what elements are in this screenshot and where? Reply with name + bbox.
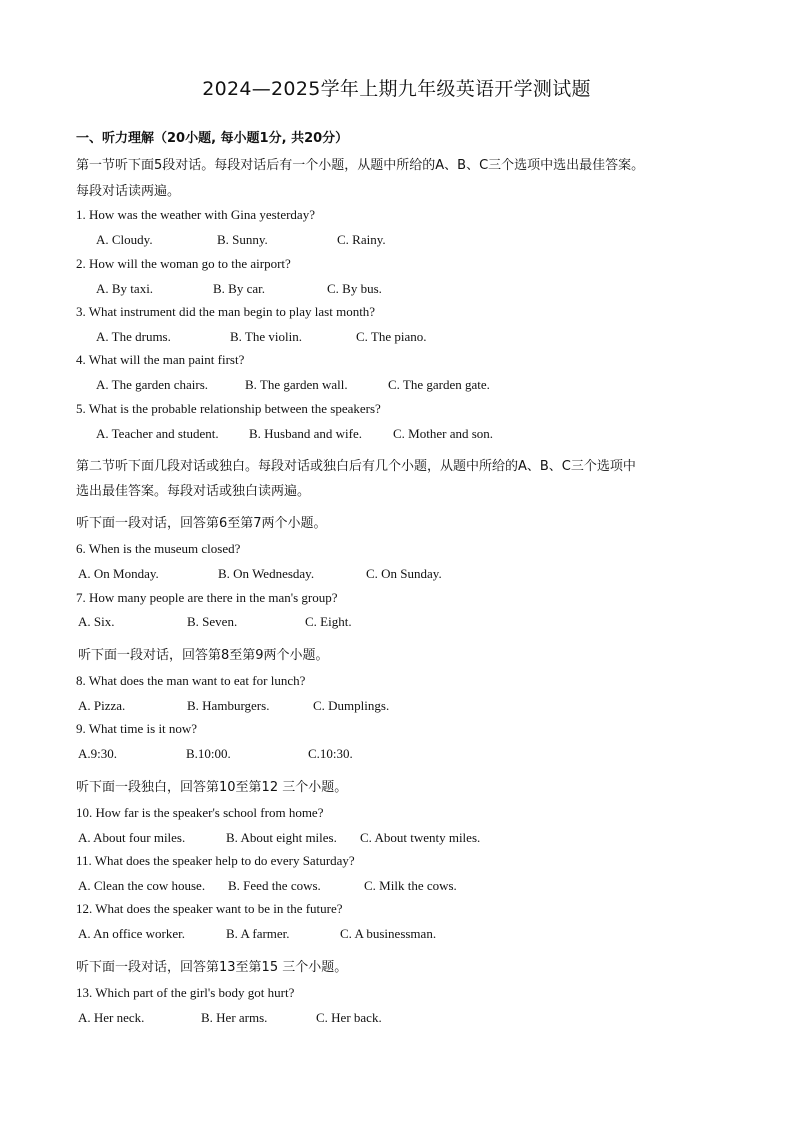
- q10-option-b: B. About eight miles.: [226, 830, 337, 845]
- part1-instructions-line1: 第一节听下面5段对话。每段对话后有一个小题，从题中所给的A、B、C三个选项中选出最佳答案。: [76, 158, 645, 173]
- q12-option-b: B. A farmer.: [226, 926, 290, 941]
- q1-option-a: A. Cloudy.: [96, 232, 153, 247]
- question-9: 9. What time is it now?: [76, 721, 198, 736]
- group-heading-8-9: 听下面一段对话，回答第8至第9两个小题。: [78, 648, 329, 663]
- q9-option-a: A.9:30.: [78, 746, 117, 761]
- section-heading-listening: 一、听力理解（20小题, 每小题1分, 共20分）: [76, 131, 349, 146]
- question-7: 7. How many people are there in the man's group?: [76, 590, 338, 605]
- q6-option-a: A. On Monday.: [78, 566, 159, 581]
- q11-option-a: A. Clean the cow house.: [78, 878, 206, 893]
- q7-option-a: A. Six.: [78, 614, 115, 629]
- q13-option-c: C. Her back.: [316, 1010, 382, 1025]
- q11-option-c: C. Milk the cows.: [364, 878, 457, 893]
- q8-option-c: C. Dumplings.: [313, 698, 390, 713]
- group-heading-10-12: 听下面一段独白，回答第10至第12 三个小题。: [76, 780, 348, 795]
- question-2: 2. How will the woman go to the airport?: [76, 256, 291, 271]
- q2-option-a: A. By taxi.: [96, 281, 154, 296]
- q1-option-b: B. Sunny.: [217, 232, 268, 247]
- q4-option-a: A. The garden chairs.: [96, 377, 209, 392]
- q5-option-b: B. Husband and wife.: [249, 426, 363, 441]
- q7-option-c: C. Eight.: [305, 614, 352, 629]
- q12-option-a: A. An office worker.: [78, 926, 185, 941]
- q2-option-b: B. By car.: [213, 281, 265, 296]
- group-heading-6-7: 听下面一段对话，回答第6至第7两个小题。: [76, 516, 327, 531]
- question-1: 1. How was the weather with Gina yesterday?: [76, 207, 315, 222]
- q7-option-b: B. Seven.: [187, 614, 238, 629]
- q10-option-c: C. About twenty miles.: [360, 830, 481, 845]
- exam-title: 2024—2025学年上期九年级英语开学测试题: [202, 78, 591, 100]
- q8-option-a: A. Pizza.: [78, 698, 126, 713]
- group-heading-13-15: 听下面一段对话，回答第13至第15 三个小题。: [76, 960, 348, 975]
- q3-option-a: A. The drums.: [96, 329, 171, 344]
- q5-option-a: A. Teacher and student.: [96, 426, 219, 441]
- q2-option-c: C. By bus.: [327, 281, 382, 296]
- q13-option-b: B. Her arms.: [201, 1010, 268, 1025]
- q11-option-b: B. Feed the cows.: [228, 878, 321, 893]
- part2-instructions-line1: 第二节听下面几段对话或独白。每段对话或独白后有几个小题，从题中所给的A、B、C三个选项中: [76, 459, 636, 474]
- question-3: 3. What instrument did the man begin to play last month?: [76, 304, 376, 319]
- q4-option-c: C. The garden gate.: [388, 377, 490, 392]
- question-4: 4. What will the man paint first?: [76, 352, 245, 367]
- q1-option-c: C. Rainy.: [337, 232, 386, 247]
- q9-option-c: C.10:30.: [308, 746, 353, 761]
- q4-option-b: B. The garden wall.: [245, 377, 348, 392]
- q3-option-c: C. The piano.: [356, 329, 427, 344]
- q3-option-b: B. The violin.: [230, 329, 302, 344]
- q10-option-a: A. About four miles.: [78, 830, 186, 845]
- q9-option-b: B.10:00.: [186, 746, 231, 761]
- part1-instructions-line2: 每段对话读两遍。: [76, 184, 181, 199]
- question-10: 10. How far is the speaker's school from home?: [76, 805, 324, 820]
- q6-option-c: C. On Sunday.: [366, 566, 442, 581]
- q6-option-b: B. On Wednesday.: [218, 566, 315, 581]
- q12-option-c: C. A businessman.: [340, 926, 437, 941]
- question-6: 6. When is the museum closed?: [76, 541, 241, 556]
- q5-option-c: C. Mother and son.: [393, 426, 494, 441]
- question-11: 11. What does the speaker help to do every Saturday?: [76, 853, 355, 868]
- q13-option-a: A. Her neck.: [78, 1010, 145, 1025]
- question-12: 12. What does the speaker want to be in the future?: [76, 901, 343, 916]
- question-5: 5. What is the probable relationship between the speakers?: [76, 401, 381, 416]
- q8-option-b: B. Hamburgers.: [187, 698, 270, 713]
- question-13: 13. Which part of the girl's body got hurt?: [76, 985, 295, 1000]
- question-8: 8. What does the man want to eat for lunch?: [76, 673, 306, 688]
- part2-instructions-line2: 选出最佳答案。每段对话或独白读两遍。: [76, 484, 311, 499]
